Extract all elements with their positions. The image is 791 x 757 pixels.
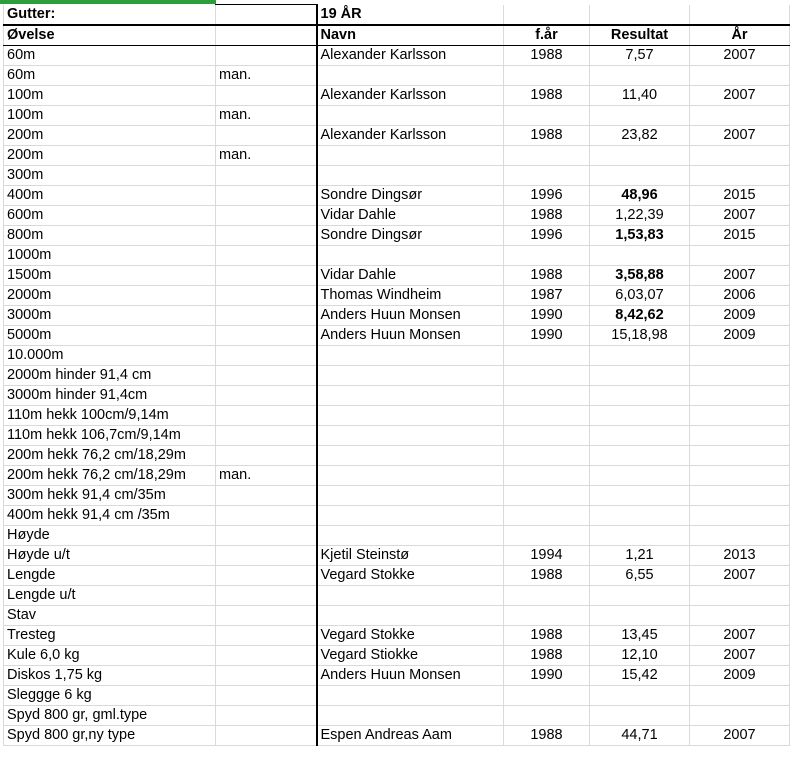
note-cell[interactable] bbox=[216, 426, 317, 446]
event-cell[interactable]: 100m bbox=[4, 106, 216, 126]
table-row bbox=[4, 626, 790, 646]
name-cell[interactable] bbox=[317, 506, 504, 526]
table-row bbox=[4, 286, 790, 306]
event-cell[interactable]: 200m bbox=[4, 146, 216, 166]
note-cell[interactable]: man. bbox=[216, 466, 317, 486]
name-cell[interactable] bbox=[317, 426, 504, 446]
note-cell[interactable] bbox=[216, 326, 317, 346]
year-cell[interactable]: 2009 bbox=[690, 666, 790, 686]
event-cell[interactable]: 200m hekk 76,2 cm/18,29m bbox=[4, 446, 216, 466]
result-cell[interactable]: 48,96 bbox=[590, 186, 690, 206]
note-cell[interactable] bbox=[216, 86, 317, 106]
result-cell[interactable]: 8,42,62 bbox=[590, 306, 690, 326]
birth-year-cell[interactable] bbox=[504, 686, 590, 706]
records-table-body bbox=[4, 5, 790, 746]
result-cell[interactable]: 13,45 bbox=[590, 626, 690, 646]
birth-year-cell[interactable] bbox=[504, 346, 590, 366]
year-cell[interactable] bbox=[690, 386, 790, 406]
year-cell[interactable]: 2007 bbox=[690, 566, 790, 586]
birth-year-cell[interactable]: 1988 bbox=[504, 566, 590, 586]
event-cell[interactable]: 2000m bbox=[4, 286, 216, 306]
column-header-name[interactable]: Navn bbox=[317, 25, 504, 46]
note-cell[interactable] bbox=[216, 626, 317, 646]
column-header-year[interactable]: År bbox=[690, 25, 790, 46]
result-cell[interactable]: 6,03,07 bbox=[590, 286, 690, 306]
name-cell[interactable]: Kjetil Steinstø bbox=[317, 546, 504, 566]
year-cell[interactable]: 2007 bbox=[690, 46, 790, 66]
name-cell[interactable]: Anders Huun Monsen bbox=[317, 326, 504, 346]
result-cell[interactable] bbox=[590, 446, 690, 466]
name-cell[interactable] bbox=[317, 586, 504, 606]
name-cell[interactable]: Thomas Windheim bbox=[317, 286, 504, 306]
name-cell[interactable] bbox=[317, 346, 504, 366]
result-cell[interactable]: 11,40 bbox=[590, 86, 690, 106]
table-row bbox=[4, 66, 790, 86]
table-row bbox=[4, 566, 790, 586]
records-table bbox=[3, 4, 790, 746]
event-cell[interactable]: 110m hekk 100cm/9,14m bbox=[4, 406, 216, 426]
name-cell[interactable]: Vidar Dahle bbox=[317, 266, 504, 286]
note-cell[interactable] bbox=[216, 506, 317, 526]
result-cell[interactable]: 1,21 bbox=[590, 546, 690, 566]
event-cell[interactable]: 3000m bbox=[4, 306, 216, 326]
name-cell[interactable] bbox=[317, 706, 504, 726]
birth-year-cell[interactable] bbox=[504, 446, 590, 466]
name-cell[interactable]: Vegard Stokke bbox=[317, 566, 504, 586]
note-cell[interactable] bbox=[216, 306, 317, 326]
event-cell[interactable]: 110m hekk 106,7cm/9,14m bbox=[4, 426, 216, 446]
result-cell[interactable] bbox=[590, 386, 690, 406]
birth-year-cell[interactable] bbox=[504, 586, 590, 606]
note-cell[interactable] bbox=[216, 366, 317, 386]
result-cell[interactable] bbox=[590, 606, 690, 626]
year-cell[interactable] bbox=[690, 406, 790, 426]
birth-year-cell[interactable] bbox=[504, 486, 590, 506]
birth-year-cell[interactable] bbox=[504, 506, 590, 526]
year-cell[interactable]: 2015 bbox=[690, 186, 790, 206]
year-cell[interactable]: 2007 bbox=[690, 626, 790, 646]
table-row bbox=[4, 106, 790, 126]
birth-year-cell[interactable]: 1988 bbox=[504, 646, 590, 666]
birth-year-cell[interactable]: 1988 bbox=[504, 46, 590, 66]
note-cell[interactable] bbox=[216, 726, 317, 746]
result-cell[interactable] bbox=[590, 66, 690, 86]
table-row bbox=[4, 466, 790, 486]
name-cell[interactable] bbox=[317, 66, 504, 86]
column-header-event[interactable]: Øvelse bbox=[4, 25, 216, 46]
title-row bbox=[4, 5, 790, 26]
name-cell[interactable]: Espen Andreas Aam bbox=[317, 726, 504, 746]
year-cell[interactable]: 2007 bbox=[690, 726, 790, 746]
birth-year-cell[interactable] bbox=[504, 426, 590, 446]
birth-year-cell[interactable]: 1988 bbox=[504, 206, 590, 226]
column-header-row bbox=[4, 25, 790, 46]
note-cell[interactable] bbox=[216, 406, 317, 426]
name-cell[interactable]: Alexander Karlsson bbox=[317, 86, 504, 106]
result-cell[interactable] bbox=[590, 166, 690, 186]
note-cell[interactable] bbox=[216, 386, 317, 406]
note-cell[interactable]: man. bbox=[216, 106, 317, 126]
empty-cell[interactable] bbox=[590, 5, 690, 26]
birth-year-cell[interactable]: 1987 bbox=[504, 286, 590, 306]
year-cell[interactable] bbox=[690, 146, 790, 166]
event-cell[interactable]: 400m bbox=[4, 186, 216, 206]
event-cell[interactable]: 300m bbox=[4, 166, 216, 186]
table-row bbox=[4, 426, 790, 446]
table-row bbox=[4, 526, 790, 546]
name-cell[interactable]: Vegard Stokke bbox=[317, 626, 504, 646]
birth-year-cell[interactable] bbox=[504, 106, 590, 126]
name-cell[interactable]: Sondre Dingsør bbox=[317, 186, 504, 206]
gender-label[interactable]: Gutter: bbox=[4, 5, 216, 26]
year-cell[interactable]: 2007 bbox=[690, 86, 790, 106]
result-cell[interactable] bbox=[590, 246, 690, 266]
event-cell[interactable]: Tresteg bbox=[4, 626, 216, 646]
table-row bbox=[4, 706, 790, 726]
empty-cell[interactable] bbox=[504, 5, 590, 26]
year-cell[interactable] bbox=[690, 506, 790, 526]
table-row bbox=[4, 206, 790, 226]
result-cell[interactable] bbox=[590, 426, 690, 446]
birth-year-cell[interactable]: 1996 bbox=[504, 226, 590, 246]
table-row bbox=[4, 686, 790, 706]
name-cell[interactable] bbox=[317, 526, 504, 546]
result-cell[interactable] bbox=[590, 686, 690, 706]
table-row bbox=[4, 366, 790, 386]
year-cell[interactable] bbox=[690, 346, 790, 366]
birth-year-cell[interactable]: 1988 bbox=[504, 126, 590, 146]
year-cell[interactable] bbox=[690, 366, 790, 386]
table-row bbox=[4, 86, 790, 106]
year-cell[interactable] bbox=[690, 606, 790, 626]
table-row bbox=[4, 606, 790, 626]
note-cell[interactable] bbox=[216, 546, 317, 566]
result-cell[interactable] bbox=[590, 406, 690, 426]
birth-year-cell[interactable]: 1990 bbox=[504, 326, 590, 346]
note-cell[interactable] bbox=[216, 286, 317, 306]
year-cell[interactable] bbox=[690, 106, 790, 126]
name-cell[interactable] bbox=[317, 146, 504, 166]
age-class-label[interactable]: 19 ÅR bbox=[317, 5, 504, 26]
column-header-birth-year[interactable]: f.år bbox=[504, 25, 590, 46]
birth-year-cell[interactable] bbox=[504, 386, 590, 406]
event-cell[interactable]: Diskos 1,75 kg bbox=[4, 666, 216, 686]
note-cell[interactable] bbox=[216, 566, 317, 586]
year-cell[interactable]: 2013 bbox=[690, 546, 790, 566]
note-cell[interactable] bbox=[216, 446, 317, 466]
birth-year-cell[interactable]: 1988 bbox=[504, 626, 590, 646]
column-header-note[interactable] bbox=[216, 25, 317, 46]
name-cell[interactable] bbox=[317, 466, 504, 486]
result-cell[interactable] bbox=[590, 586, 690, 606]
year-cell[interactable]: 2007 bbox=[690, 126, 790, 146]
result-cell[interactable]: 15,42 bbox=[590, 666, 690, 686]
result-cell[interactable] bbox=[590, 506, 690, 526]
event-cell[interactable]: 1500m bbox=[4, 266, 216, 286]
birth-year-cell[interactable] bbox=[504, 146, 590, 166]
year-cell[interactable]: 2007 bbox=[690, 266, 790, 286]
result-cell[interactable]: 12,10 bbox=[590, 646, 690, 666]
event-cell[interactable]: 200m hekk 76,2 cm/18,29m bbox=[4, 466, 216, 486]
event-cell[interactable]: Kule 6,0 kg bbox=[4, 646, 216, 666]
event-cell[interactable]: 600m bbox=[4, 206, 216, 226]
note-cell[interactable] bbox=[216, 646, 317, 666]
year-cell[interactable] bbox=[690, 246, 790, 266]
event-cell[interactable]: 60m bbox=[4, 46, 216, 66]
note-cell[interactable] bbox=[216, 46, 317, 66]
note-cell[interactable] bbox=[216, 586, 317, 606]
table-row bbox=[4, 406, 790, 426]
birth-year-cell[interactable]: 1994 bbox=[504, 546, 590, 566]
birth-year-cell[interactable] bbox=[504, 166, 590, 186]
result-cell[interactable] bbox=[590, 466, 690, 486]
year-cell[interactable] bbox=[690, 446, 790, 466]
table-row bbox=[4, 326, 790, 346]
table-row bbox=[4, 586, 790, 606]
year-cell[interactable] bbox=[690, 426, 790, 446]
event-cell[interactable]: 100m bbox=[4, 86, 216, 106]
table-row bbox=[4, 346, 790, 366]
year-cell[interactable]: 2009 bbox=[690, 306, 790, 326]
year-cell[interactable] bbox=[690, 526, 790, 546]
event-cell[interactable]: 800m bbox=[4, 226, 216, 246]
table-row bbox=[4, 266, 790, 286]
note-cell[interactable] bbox=[216, 246, 317, 266]
birth-year-cell[interactable] bbox=[504, 526, 590, 546]
name-cell[interactable]: Vegard Stiokke bbox=[317, 646, 504, 666]
birth-year-cell[interactable]: 1990 bbox=[504, 306, 590, 326]
event-cell[interactable]: Høyde bbox=[4, 526, 216, 546]
result-cell[interactable] bbox=[590, 526, 690, 546]
result-cell[interactable] bbox=[590, 346, 690, 366]
table-row bbox=[4, 546, 790, 566]
year-cell[interactable]: 2007 bbox=[690, 646, 790, 666]
result-cell[interactable] bbox=[590, 706, 690, 726]
empty-cell[interactable] bbox=[690, 5, 790, 26]
year-cell[interactable] bbox=[690, 706, 790, 726]
name-cell[interactable] bbox=[317, 246, 504, 266]
result-cell[interactable]: 44,71 bbox=[590, 726, 690, 746]
note-cell[interactable] bbox=[216, 526, 317, 546]
birth-year-cell[interactable]: 1988 bbox=[504, 266, 590, 286]
result-cell[interactable]: 23,82 bbox=[590, 126, 690, 146]
note-cell[interactable]: man. bbox=[216, 66, 317, 86]
year-cell[interactable] bbox=[690, 166, 790, 186]
result-cell[interactable] bbox=[590, 486, 690, 506]
note-cell[interactable] bbox=[216, 226, 317, 246]
birth-year-cell[interactable]: 1988 bbox=[504, 726, 590, 746]
year-cell[interactable] bbox=[690, 586, 790, 606]
table-row bbox=[4, 306, 790, 326]
name-cell[interactable] bbox=[317, 386, 504, 406]
year-cell[interactable] bbox=[690, 686, 790, 706]
name-cell[interactable]: Anders Huun Monsen bbox=[317, 306, 504, 326]
table-row bbox=[4, 146, 790, 166]
name-cell[interactable]: Alexander Karlsson bbox=[317, 46, 504, 66]
event-cell[interactable]: 5000m bbox=[4, 326, 216, 346]
event-cell[interactable]: 2000m hinder 91,4 cm bbox=[4, 366, 216, 386]
result-cell[interactable]: 6,55 bbox=[590, 566, 690, 586]
birth-year-cell[interactable] bbox=[504, 406, 590, 426]
name-cell[interactable]: Alexander Karlsson bbox=[317, 126, 504, 146]
note-cell[interactable] bbox=[216, 666, 317, 686]
note-cell[interactable] bbox=[216, 206, 317, 226]
name-cell[interactable] bbox=[317, 106, 504, 126]
event-cell[interactable]: 3000m hinder 91,4cm bbox=[4, 386, 216, 406]
note-cell[interactable]: man. bbox=[216, 146, 317, 166]
name-cell[interactable] bbox=[317, 446, 504, 466]
note-cell[interactable] bbox=[216, 706, 317, 726]
table-row bbox=[4, 726, 790, 746]
table-row bbox=[4, 506, 790, 526]
birth-year-cell[interactable] bbox=[504, 246, 590, 266]
table-row bbox=[4, 186, 790, 206]
table-row bbox=[4, 126, 790, 146]
name-cell[interactable]: Sondre Dingsør bbox=[317, 226, 504, 246]
note-cell[interactable] bbox=[216, 166, 317, 186]
result-cell[interactable]: 3,58,88 bbox=[590, 266, 690, 286]
table-row bbox=[4, 486, 790, 506]
event-cell[interactable]: 1000m bbox=[4, 246, 216, 266]
result-cell[interactable]: 7,57 bbox=[590, 46, 690, 66]
event-cell[interactable]: Spyd 800 gr,ny type bbox=[4, 726, 216, 746]
table-row bbox=[4, 46, 790, 66]
event-cell[interactable]: 10.000m bbox=[4, 346, 216, 366]
name-cell[interactable] bbox=[317, 686, 504, 706]
note-cell[interactable] bbox=[216, 686, 317, 706]
note-cell[interactable] bbox=[216, 346, 317, 366]
name-cell[interactable] bbox=[317, 406, 504, 426]
name-cell[interactable]: Anders Huun Monsen bbox=[317, 666, 504, 686]
event-cell[interactable]: Spyd 800 gr, gml.type bbox=[4, 706, 216, 726]
result-cell[interactable]: 1,53,83 bbox=[590, 226, 690, 246]
year-cell[interactable] bbox=[690, 66, 790, 86]
year-cell[interactable] bbox=[690, 486, 790, 506]
event-cell[interactable]: Lengde bbox=[4, 566, 216, 586]
empty-cell[interactable] bbox=[216, 5, 317, 26]
name-cell[interactable] bbox=[317, 606, 504, 626]
year-cell[interactable]: 2015 bbox=[690, 226, 790, 246]
column-header-result[interactable]: Resultat bbox=[590, 25, 690, 46]
table-row bbox=[4, 166, 790, 186]
birth-year-cell[interactable]: 1996 bbox=[504, 186, 590, 206]
result-cell[interactable] bbox=[590, 146, 690, 166]
year-cell[interactable]: 2009 bbox=[690, 326, 790, 346]
birth-year-cell[interactable] bbox=[504, 606, 590, 626]
note-cell[interactable] bbox=[216, 606, 317, 626]
result-cell[interactable]: 1,22,39 bbox=[590, 206, 690, 226]
note-cell[interactable] bbox=[216, 186, 317, 206]
year-cell[interactable]: 2006 bbox=[690, 286, 790, 306]
name-cell[interactable]: Vidar Dahle bbox=[317, 206, 504, 226]
birth-year-cell[interactable]: 1990 bbox=[504, 666, 590, 686]
name-cell[interactable] bbox=[317, 486, 504, 506]
event-cell[interactable]: 400m hekk 91,4 cm /35m bbox=[4, 506, 216, 526]
year-cell[interactable]: 2007 bbox=[690, 206, 790, 226]
birth-year-cell[interactable] bbox=[504, 706, 590, 726]
birth-year-cell[interactable] bbox=[504, 66, 590, 86]
event-cell[interactable]: 300m hekk 91,4 cm/35m bbox=[4, 486, 216, 506]
table-row bbox=[4, 646, 790, 666]
event-cell[interactable]: 200m bbox=[4, 126, 216, 146]
result-cell[interactable] bbox=[590, 366, 690, 386]
result-cell[interactable]: 15,18,98 bbox=[590, 326, 690, 346]
table-row bbox=[4, 246, 790, 266]
name-cell[interactable] bbox=[317, 166, 504, 186]
event-cell[interactable]: Stav bbox=[4, 606, 216, 626]
note-cell[interactable] bbox=[216, 126, 317, 146]
event-cell[interactable]: Høyde u/t bbox=[4, 546, 216, 566]
name-cell[interactable] bbox=[317, 366, 504, 386]
event-cell[interactable]: 60m bbox=[4, 66, 216, 86]
birth-year-cell[interactable] bbox=[504, 366, 590, 386]
birth-year-cell[interactable]: 1988 bbox=[504, 86, 590, 106]
event-cell[interactable]: Lengde u/t bbox=[4, 586, 216, 606]
note-cell[interactable] bbox=[216, 486, 317, 506]
year-cell[interactable] bbox=[690, 466, 790, 486]
note-cell[interactable] bbox=[216, 266, 317, 286]
table-row bbox=[4, 446, 790, 466]
event-cell[interactable]: Sleggge 6 kg bbox=[4, 686, 216, 706]
table-row bbox=[4, 386, 790, 406]
table-row bbox=[4, 666, 790, 686]
birth-year-cell[interactable] bbox=[504, 466, 590, 486]
result-cell[interactable] bbox=[590, 106, 690, 126]
table-row bbox=[4, 226, 790, 246]
